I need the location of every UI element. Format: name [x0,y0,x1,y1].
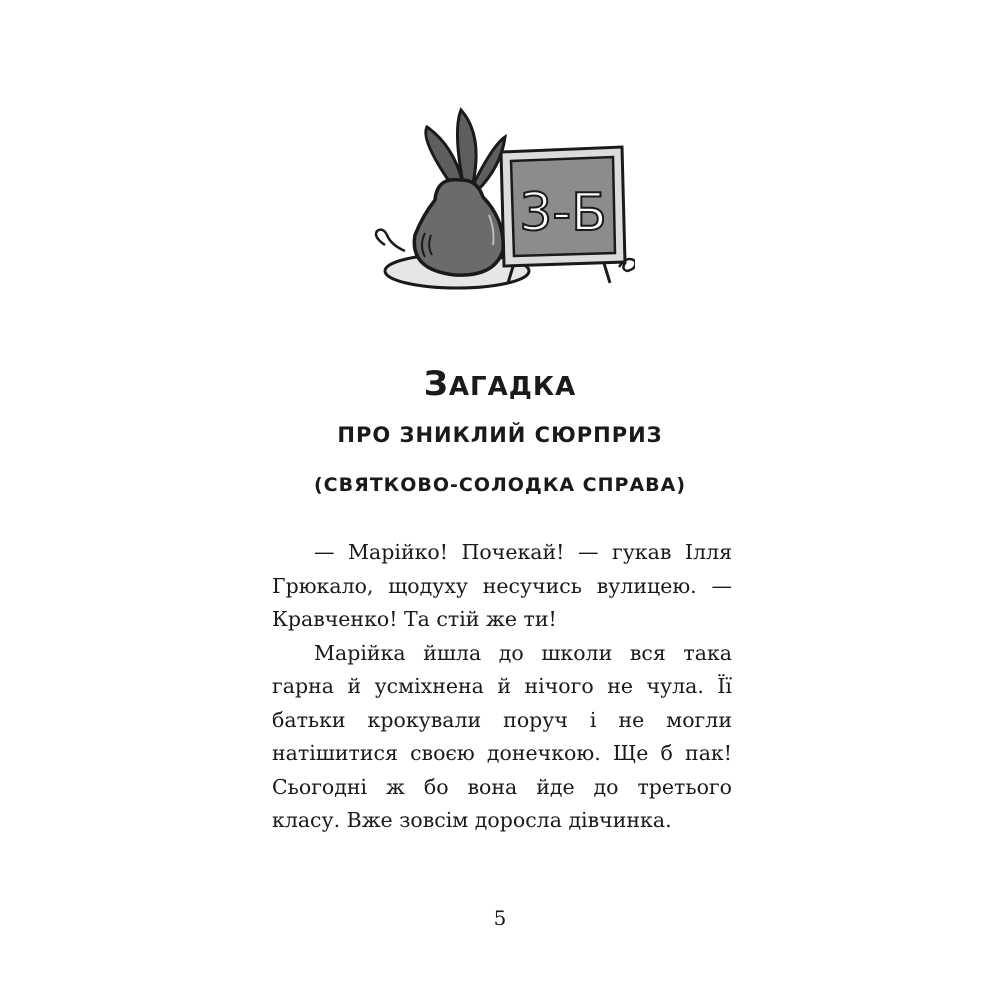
page-number: 5 [493,906,507,930]
chapter-title [0,362,1000,505]
pear-and-board-drawing [365,105,635,300]
paragraph: — Марійко! Почекай! — гукав Ілля Грюкало, щодуху несучись вулицею. — Кравченко! Та стій же ти! [272,540,732,631]
board [501,147,625,266]
pear [414,180,503,275]
title-line-3: (СВЯТКОВО-СОЛОДКА СПРАВА) [313,474,687,496]
title-line-1 [0,362,1000,409]
paragraph: Марійка йшла до школи вся така гарна й усміхнена й нічого не чула. Її батьки крокували поруч і не могли натішитися своєю донечкою. Ще б пак! Сьогодні ж бо вона йде до третього класу. Вже зовсім доросла дівчинка. [272,640,732,832]
title-initial: З [423,364,449,404]
title-line-2: ПРО ЗНИКЛИЙ СЮРПРИЗ [337,423,663,447]
title-rest: АГАДКА [448,372,577,402]
board-label: 3-Б [519,183,607,243]
chapter-body [272,536,732,838]
chapter-illustration [365,105,635,300]
